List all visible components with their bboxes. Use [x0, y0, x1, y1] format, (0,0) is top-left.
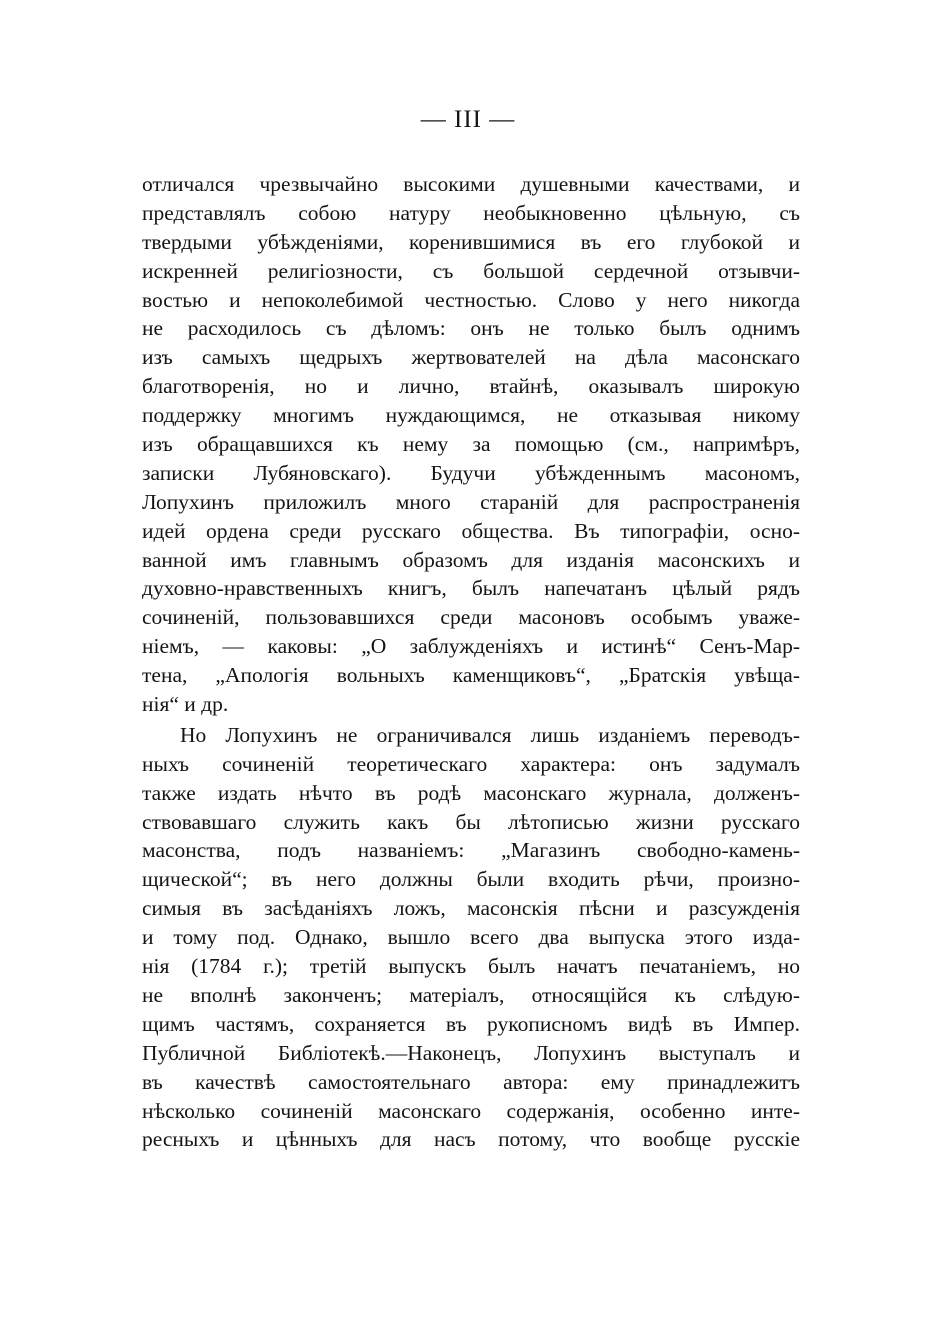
- text-line: нѣсколько сочиненій масонскаго содержанія, особенно инте-: [142, 1098, 800, 1123]
- text-line: ствовавшаго служить какъ бы лѣтописью жизни русскаго: [142, 809, 800, 834]
- text-line: идей ордена среди русскаго общества. Въ типографіи, осно-: [142, 518, 800, 543]
- text-line: изъ обращавшихся къ нему за помощью (см., напримѣръ,: [142, 432, 800, 457]
- text-line: ванной имъ главнымъ образомъ для изданія масонскихъ и: [142, 547, 800, 572]
- text-line: поддержку многимъ нуждающимся, не отказывая никому: [142, 403, 800, 428]
- text-line: ресныхъ и цѣнныхъ для насъ потому, что вообще русскіе: [142, 1127, 800, 1152]
- text-line: нія (1784 г.); третій выпускъ былъ начатъ печатаніемъ, но: [142, 954, 800, 979]
- text-line: востью и непоколебимой честностью. Слово у него никогда: [142, 287, 800, 312]
- text-line: нія“ и др.: [142, 692, 229, 717]
- text-line: симыя въ засѣданіяхъ ложъ, масонскія пѣсни и разсужденія: [142, 896, 800, 921]
- text-line: Лопухинъ приложилъ много стараній для распространенія: [142, 489, 800, 514]
- text-line: въ качествѣ самостоятельнаго автора: ему принадлежитъ: [142, 1069, 800, 1094]
- text-line: ніемъ, — каковы: „О заблужденіяхъ и истинѣ“ Сенъ-Мар-: [142, 634, 800, 659]
- text-line: Публичной Библіотекѣ.—Наконецъ, Лопухинъ выступалъ и: [142, 1040, 800, 1065]
- text-line: искренней религіозности, съ большой сердечной отзывчи-: [142, 258, 800, 283]
- text-line: духовно-нравственныхъ книгъ, былъ напечатанъ цѣлый рядъ: [142, 576, 800, 601]
- paragraph: [142, 721, 800, 1154]
- text-line: представлялъ собою натуру необыкновенно цѣльную, съ: [142, 200, 800, 225]
- text-line: твердыми убѣжденіями, коренившимися въ его глубокой и: [142, 229, 800, 254]
- text-line: не вполнѣ законченъ; матеріалъ, относящійся къ слѣдую-: [142, 982, 800, 1007]
- text-line: изъ самыхъ щедрыхъ жертвователей на дѣла масонскаго: [142, 345, 800, 370]
- text-line: отличался чрезвычайно высокими душевными качествами, и: [142, 172, 800, 196]
- paragraph: [142, 170, 800, 719]
- text-line: и тому под. Однако, вышло всего два выпуска этого изда-: [142, 925, 800, 950]
- text-line: сочиненій, пользовавшихся среди масоновъ особымъ уваже-: [142, 605, 800, 630]
- text-line: щимъ частямъ, сохраняется въ рукописномъ видѣ въ Импер.: [142, 1011, 800, 1036]
- text-line: масонства, подъ названіемъ: „Магазинъ свободно-камень-: [142, 838, 800, 863]
- text-line: тена, „Апологія вольныхъ каменщиковъ“, „Братскія увѣща-: [142, 663, 800, 688]
- page-number: — III —: [420, 106, 516, 133]
- text-line: не расходилось съ дѣломъ: онъ не только былъ однимъ: [142, 316, 800, 341]
- text-line: щической“; въ него должны были входить рѣчи, произно-: [142, 867, 800, 892]
- text-line: благотворенія, но и лично, втайнѣ, оказывалъ широкую: [142, 374, 800, 399]
- text-line: записки Лубяновскаго). Будучи убѣжденнымъ масономъ,: [142, 460, 800, 485]
- text-line: Но Лопухинъ не ограничивался лишь изданіемъ переводъ-: [180, 722, 800, 747]
- body-text: [142, 170, 800, 1154]
- text-line: ныхъ сочиненій теоретическаго характера: онъ задумалъ: [142, 751, 800, 776]
- text-line: также издать нѣчто въ родѣ масонскаго журнала, долженъ-: [142, 780, 800, 805]
